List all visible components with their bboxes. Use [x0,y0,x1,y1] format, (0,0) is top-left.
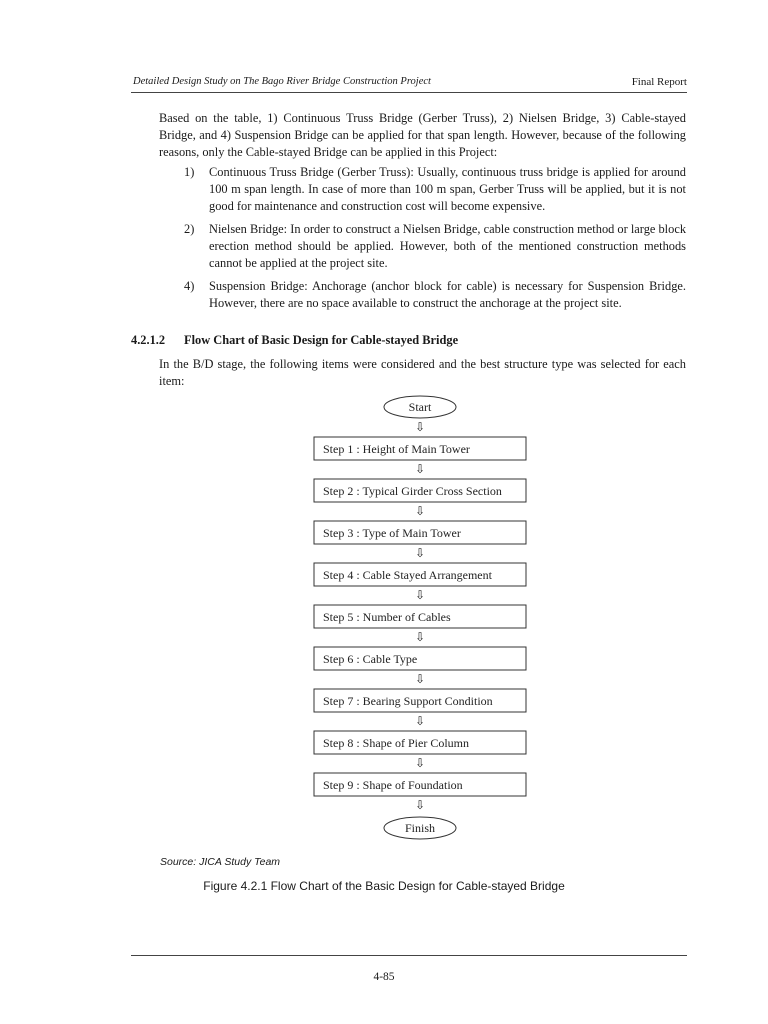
figure-source: Source: JICA Study Team [160,856,281,868]
section-number: 4.2.1.2 [131,333,166,347]
figure-caption: Figure 4.2.1 Flow Chart of the Basic Design for Cable-stayed Bridge [203,879,565,893]
reason-number: 4) [184,279,195,293]
step-label: Step 3 : Type of Main Tower [323,526,461,540]
down-arrow-icon: ⇩ [414,672,426,686]
reason-text: Continuous Truss Bridge (Gerber Truss): Usually, continuous truss bridge is applied for around 100 m span length. In case of more than 100 m span, Gerber Truss will be applied, but it is not good for maintenance and construction cost will become expensive. [209,165,686,213]
down-arrow-icon: ⇩ [414,546,426,560]
footer-rule [131,955,687,956]
header-project-title: Detailed Design Study on The Bago River Bridge Construction Project [133,76,431,87]
start-label: Start [408,400,432,414]
down-arrow-icon: ⇩ [414,504,426,518]
intro-paragraph: Based on the table, 1) Continuous Truss Bridge (Gerber Truss), 2) Nielsen Bridge, 3) Cable-stayed Bridge, and 4) Suspension Bridge can be applied for that span length. However, because of the following reasons, only the Cable-stayed Bridge can be applied in this Project: [159,111,686,159]
reason-text: Suspension Bridge: Anchorage (anchor block for cable) is necessary for Suspension Bridge. However, there are no space available to construct the anchorage at the project site. [209,279,686,310]
down-arrow-icon: ⇩ [414,420,426,434]
step-label: Step 1 : Height of Main Tower [323,442,470,456]
down-arrow-icon: ⇩ [414,756,426,770]
step-label: Step 7 : Bearing Support Condition [323,694,493,708]
step-label: Step 6 : Cable Type [323,652,418,666]
down-arrow-icon: ⇩ [414,798,426,812]
step-label: Step 9 : Shape of Foundation [323,778,463,792]
down-arrow-icon: ⇩ [414,462,426,476]
down-arrow-icon: ⇩ [414,588,426,602]
step-label: Step 2 : Typical Girder Cross Section [323,484,502,498]
header-report-type: Final Report [631,76,687,88]
page-number: 4-85 [373,971,395,983]
section-body: In the B/D stage, the following items were considered and the best structure type was selected for each item: [159,357,686,388]
reason-number: 2) [184,222,195,236]
down-arrow-icon: ⇩ [414,714,426,728]
step-label: Step 8 : Shape of Pier Column [323,736,469,750]
finish-label: Finish [404,821,436,835]
reason-number: 1) [184,165,195,179]
reason-text: Nielsen Bridge: In order to construct a Nielsen Bridge, cable construction method or large block erection method should be applied. However, both of the mentioned construction methods cannot be applied at the project site. [209,222,687,270]
step-label: Step 5 : Number of Cables [323,610,451,624]
step-label: Step 4 : Cable Stayed Arrangement [323,568,492,582]
down-arrow-icon: ⇩ [414,630,426,644]
section-title: Flow Chart of Basic Design for Cable-stayed Bridge [184,333,459,347]
